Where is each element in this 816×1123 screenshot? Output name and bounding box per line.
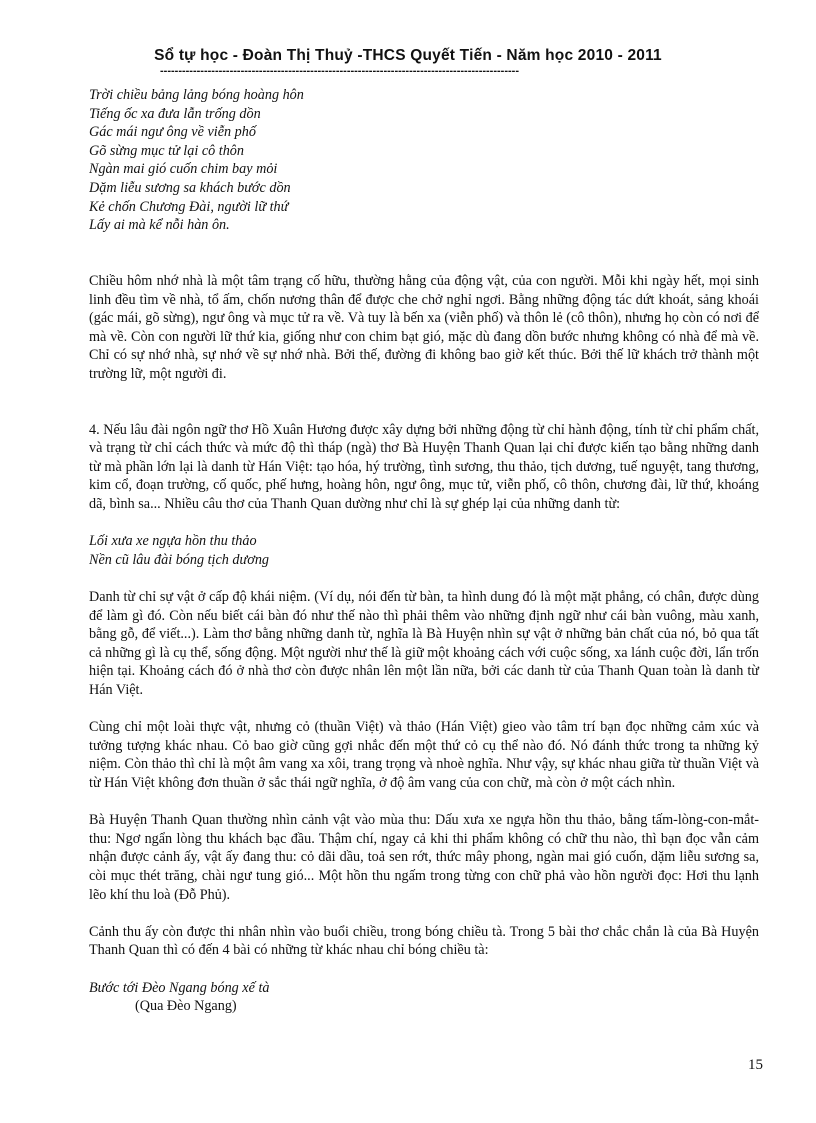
- poem-line: Kẻ chốn Chương Đài, người lữ thứ: [89, 198, 289, 215]
- page-number: 15: [748, 1057, 763, 1073]
- paragraph-autumn: Bà Huyện Thanh Quan thường nhìn cảnh vật vào mùa thu: Dấu xưa xe ngựa hồn thu thảo, bằng tấm-lòng-con-mắt-thu: Ngơ ngẩn lòng thu khách bạc đầu. Thậm chí, ngay cả khi thi phẩm không có chữ thu nào, thì bạn đọc vẫn cảm nhận được cảnh ấy, vật ấy đang thu: cỏ dãi dầu, toả sen rớt, thức mây phong, ngàn mai gió cuốn, dặm liễu sương sa, còi mục thét trăng, chài ngư tung gió... Một hồn thu ngấm trong từng con chữ phả vào hồn người đọc: Hơi thu lạnh lẽo khí thu loà (Đỗ Phủ).: [89, 812, 759, 903]
- poem-line: Lấy ai mà kể nỗi hàn ôn.: [89, 217, 230, 234]
- poem-line: Dặm liễu sương sa khách bước dồn: [89, 179, 291, 196]
- poem-line-deo-ngang: Bước tới Đèo Ngang bóng xế tà: [89, 979, 270, 996]
- paragraph-evening: Cảnh thu ấy còn được thi nhân nhìn vào buổi chiều, trong bóng chiều tà. Trong 5 bài thơ chắc chắn là của Bà Huyện Thanh Quan thì có đến 4 bài có những từ khác nhau chỉ bóng chiều tà:: [89, 923, 759, 959]
- poem-line: Trời chiều bảng lảng bóng hoàng hôn: [89, 87, 304, 103]
- poem-stanza-1: [89, 86, 759, 235]
- poem-line: Nền cũ lâu đài bóng tịch dương: [89, 551, 270, 568]
- poem-line: Tiếng ốc xa đưa lẫn trống dồn: [89, 105, 261, 122]
- header-divider: --------------------------------------------------------------------------------------------------: [160, 66, 519, 76]
- paragraph-concept: Danh từ chỉ sự vật ở cấp độ khái niệm. (Ví dụ, nói đến từ bàn, ta hình dung đó là một mặt phẳng, có chân, được dùng để làm gì đó. Còn nếu biết cái bàn đó như thế nào thì phải thêm vào những định ngữ như cái bàn vuông, màu xanh, bằng gỗ, để viết...). Làm thơ bằng những danh từ, nghĩa là Bà Huyện nhìn sự vật ở những bản chất của nó, bỏ qua tất cả những gì là cụ thể, sống động. Một người như thế là giữ một khoảng cách với cuộc sống, xa lánh cuộc đời, lẩn trốn hiện tại. Khoảng cách đó ở nhà thơ còn được nhân lên một lần nữa, bởi các danh từ của Thanh Quan toàn là danh từ Hán Việt.: [89, 589, 759, 698]
- poem-source: (Qua Đèo Ngang): [135, 998, 237, 1015]
- page-body: [89, 86, 759, 1016]
- poem-line: Gác mái ngư ông về viễn phố: [89, 124, 256, 141]
- poem-line: Ngàn mai gió cuốn chim bay mỏi: [89, 161, 278, 178]
- poem-line: Lối xưa xe ngựa hồn thu thảo: [89, 533, 257, 550]
- page-header-title: Sổ tự học - Đoàn Thị Thuỷ -THCS Quyết Tiến - Năm học 2010 - 2011: [154, 47, 662, 64]
- poem-line: Gõ sừng mục tử lại cô thôn: [89, 142, 244, 159]
- paragraph-nouns: 4. Nếu lâu đài ngôn ngữ thơ Hồ Xuân Hương được xây dựng bởi những động từ chỉ hành động, tính từ chỉ phẩm chất, và trạng từ chỉ cách thức và mức độ thì tháp (ngà) thơ Bà Huyện Thanh Quan lại chỉ được kiến tạo bằng những danh từ mà phần lớn lại là danh từ Hán Việt: tạo hóa, hý trường, tình sương, thu thảo, tịch dương, tuế nguyệt, tang thương, kim cổ, đoạn trường, cố quốc, phế hưng, hoàng hôn, ngư ông, mục tử, viễn phố, cô thôn, chương đài, lữ thứ, khoáng dã, bình sa... Nhiều câu thơ của Thanh Quan dường như chỉ là sự ghép lại của những danh từ:: [89, 421, 759, 513]
- paragraph-homesickness: Chiều hôm nhớ nhà là một tâm trạng cố hữu, thường hằng của động vật, của con người. Mỗi khi ngày hết, mọi sinh linh đều tìm về nhà, tổ ấm, chốn nương thân để được che chở nghỉ ngơi. Bằng những động tác dứt khoát, sảng khoái (gác mái, gõ sừng), ngư ông và mục tử ra về. Và tuy là bến xa (viễn phố) và thôn lẻ (cô thôn), nhưng họ còn có nơi để mà về. Còn con người lữ thứ kia, giống như con chim bạt gió, mặc dù đang dồn bước nhưng không có nhà để mà về. Chỉ có sự nhớ nhà, sự nhớ về sự nhớ nhà. Bởi thế, đường đi không bao giờ kết thúc. Bởi thế lữ khách trở thành một trường lữ, một người đi.: [89, 272, 759, 382]
- paragraph-co-thao: Cùng chỉ một loài thực vật, nhưng cỏ (thuần Việt) và thảo (Hán Việt) gieo vào tâm trí bạn đọc những cảm xúc và tưởng tượng khác nhau. Cỏ bao giờ cũng gợi nhắc đến một thứ cỏ cụ thể nào đó. Nó đánh thức trong ta những kỷ niệm. Còn thảo thì chỉ là một âm vang xa xôi, trang trọng và nhoè nghĩa. Như vậy, sự khác nhau giữa từ thuần Việt và từ Hán Việt không đơn thuần ở sắc thái ngữ nghĩa, ở độ âm vang của con chữ, mà còn ở một cách nhìn.: [89, 719, 759, 791]
- poem-stanza-2: [89, 532, 759, 569]
